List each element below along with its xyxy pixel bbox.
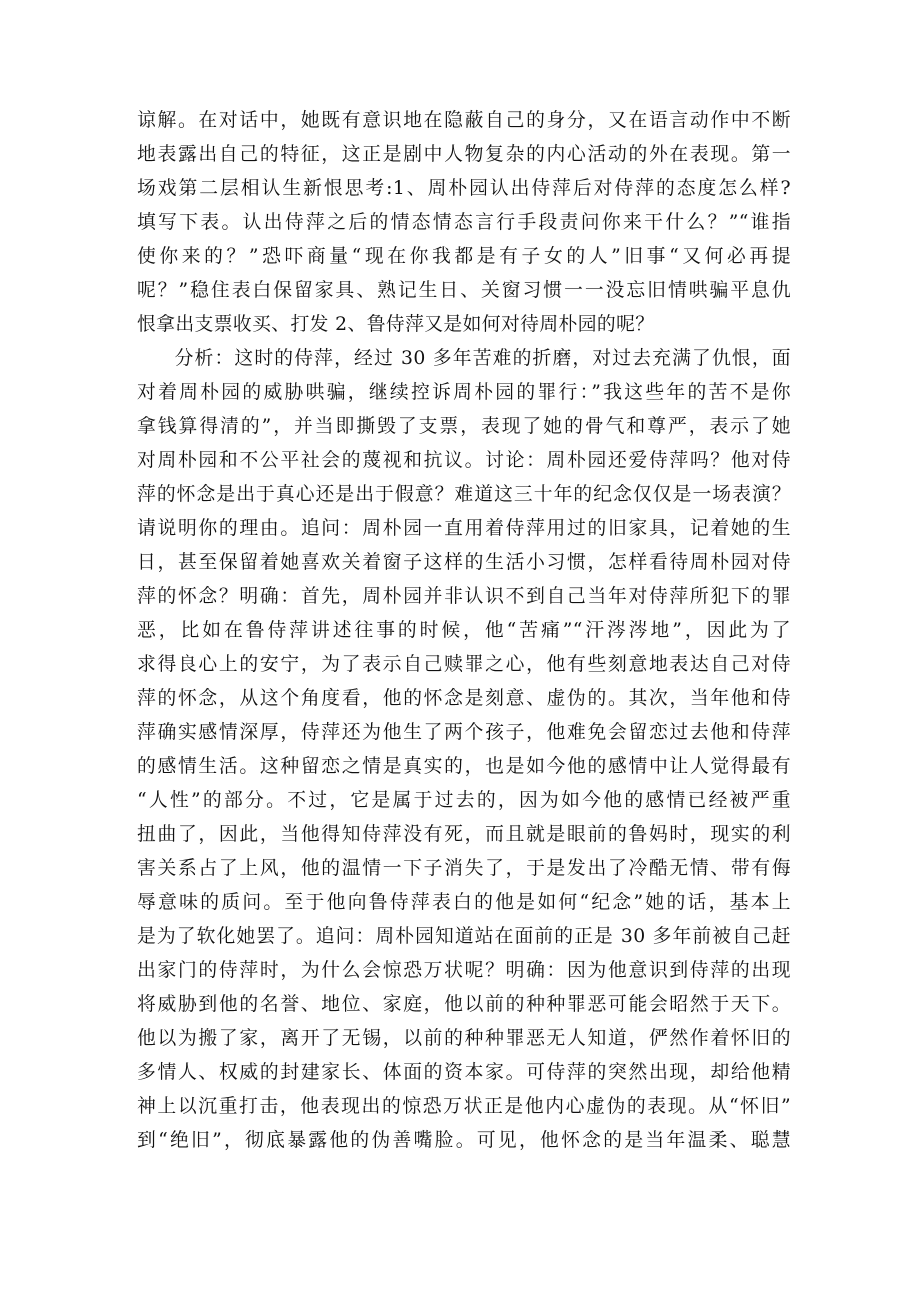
text-line: 对周朴园和不公平社会的蔑视和抗议。讨论：周朴园还爱侍萍吗？他对侍 (137, 450, 791, 471)
text-line: 是为了软化她罢了。追问：周朴园知道站在面前的正是 30 多年前被自己赶 (137, 926, 791, 947)
text-line: 害关系占了上风，他的温情一下子消失了，于是发出了冷酷无情、带有侮 (137, 858, 791, 879)
text-line: 恨拿出支票收买、打发 2、鲁侍萍又是如何对待周朴园的呢？ (137, 314, 655, 335)
text-line: 萍确实感情深厚，侍萍还为他生了两个孩子，他难免会留恋过去他和侍萍 (137, 722, 791, 743)
text-line: 呢？”稳住表白保留家具、熟记生日、关窗习惯一一没忘旧情哄骗平息仇 (137, 280, 791, 301)
text-line: 分析：这时的侍萍，经过 30 多年苦难的折磨，对过去充满了仇恨，面 (174, 348, 791, 369)
text-line: “人性”的部分。不过，它是属于过去的，因为如今他的感情已经被严重 (137, 790, 791, 811)
text-line: 神上以沉重打击，他表现出的惊恐万状正是他内心虚伪的表现。从“怀旧” (137, 1096, 791, 1117)
text-line: 萍的怀念，从这个角度看，他的怀念是刻意、虚伪的。其次，当年他和侍 (137, 688, 791, 709)
text-line: 的感情生活。这种留恋之情是真实的，也是如今他的感情中让人觉得最有 (137, 756, 791, 777)
text-line: 出家门的侍萍时，为什么会惊恐万状呢？明确：因为他意识到侍萍的出现 (137, 960, 791, 981)
text-line: 谅解。在对话中，她既有意识地在隐蔽自己的身分，又在语言动作中不断 (137, 110, 791, 131)
text-line: 场戏第二层相认生新恨思考:1、周朴园认出侍萍后对侍萍的态度怎么样? (137, 178, 791, 199)
text-line: 萍的怀念是出于真心还是出于假意？难道这三十年的纪念仅仅是一场表演？ (137, 484, 791, 505)
text-line: 求得良心上的安宁，为了表示自己赎罪之心，他有些刻意地表达自己对侍 (137, 654, 791, 675)
text-line: 填写下表。认出侍萍之后的情态情态言行手段责问你来干什么？”“谁指 (137, 212, 791, 233)
text-line: 辱意味的质问。至于他向鲁侍萍表白的他是如何“纪念”她的话，基本上 (137, 892, 791, 913)
text-line: 扭曲了，因此，当他得知侍萍没有死，而且就是眼前的鲁妈时，现实的利 (137, 824, 791, 845)
text-line: 日，甚至保留着她喜欢关着窗子这样的生活小习惯，怎样看待周朴园对侍 (137, 552, 791, 573)
paragraph-2 (137, 342, 791, 1158)
text-line: 他以为搬了家，离开了无锡，以前的种种罪恶无人知道，俨然作着怀旧的 (137, 1028, 791, 1049)
text-line: 使你来的？”恐吓商量“现在你我都是有子女的人”旧事“又何必再提 (137, 246, 791, 267)
text-line: 拿钱算得清的”，并当即撕毁了支票，表现了她的骨气和尊严，表示了她 (137, 416, 791, 437)
text-line: 萍的怀念？明确：首先，周朴园并非认识不到自己当年对侍萍所犯下的罪 (137, 586, 791, 607)
text-line: 请说明你的理由。追问：周朴园一直用着侍萍用过的旧家具，记着她的生 (137, 518, 791, 539)
text-line: 将威胁到他的名誉、地位、家庭，他以前的种种罪恶可能会昭然于天下。 (137, 994, 791, 1015)
paragraph-1 (137, 104, 791, 342)
document-page (137, 104, 791, 1158)
text-line: 对着周朴园的威胁哄骗，继续控诉周朴园的罪行：”我这些年的苦不是你 (137, 382, 791, 403)
text-line: 多情人、权威的封建家长、体面的资本家。可侍萍的突然出现，却给他精 (137, 1062, 791, 1083)
text-line: 地表露出自己的特征，这正是剧中人物复杂的内心活动的外在表现。第一 (137, 144, 791, 165)
text-line: 到“绝旧”，彻底暴露他的伪善嘴脸。可见，他怀念的是当年温柔、聪慧 (137, 1130, 791, 1151)
text-line: 恶，比如在鲁侍萍讲述往事的时候，他“苦痛”“汗涔涔地”，因此为了 (137, 620, 791, 641)
